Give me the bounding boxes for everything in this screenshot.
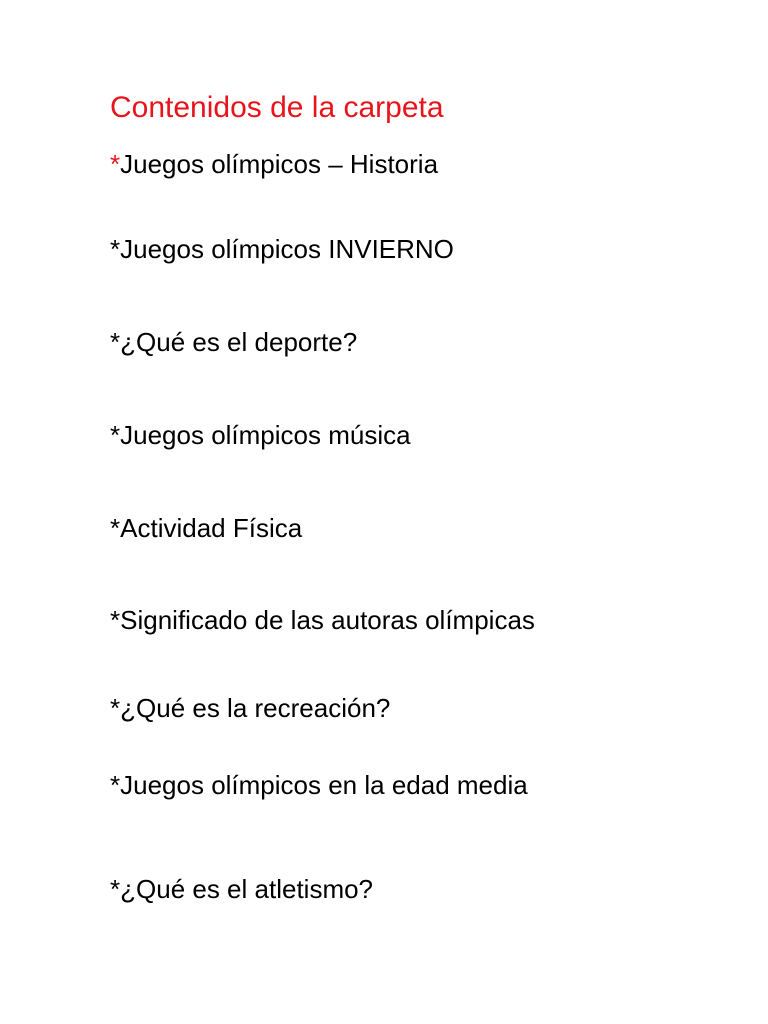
- list-item-text: Juegos olímpicos – Historia: [120, 149, 439, 179]
- document-title: Contenidos de la carpeta: [110, 91, 444, 124]
- list-item: [110, 690, 390, 726]
- list-bullet: *: [110, 420, 121, 450]
- list-bullet: *: [110, 513, 121, 543]
- list-item: [110, 767, 528, 803]
- list-item: [110, 417, 411, 453]
- list-item: [110, 324, 357, 360]
- list-item: [110, 231, 454, 267]
- list-item-text: ¿Qué es el deporte?: [120, 327, 358, 357]
- list-item-text: ¿Qué es la recreación?: [120, 693, 391, 723]
- list-item-text: Juegos olímpicos INVIERNO: [120, 234, 454, 264]
- list-item: [110, 146, 438, 182]
- list-bullet: *: [110, 234, 121, 264]
- list-bullet: *: [110, 770, 121, 800]
- list-item-text: ¿Qué es el atletismo?: [120, 874, 374, 904]
- list-bullet: *: [110, 693, 121, 723]
- list-item: [110, 602, 535, 638]
- list-item: [110, 871, 373, 907]
- list-item-text: Juegos olímpicos en la edad media: [120, 770, 528, 800]
- list-item-text: Significado de las autoras olímpicas: [120, 605, 535, 635]
- list-bullet: *: [110, 149, 121, 179]
- list-item: [110, 510, 302, 546]
- list-bullet: *: [110, 327, 121, 357]
- list-bullet: *: [110, 605, 121, 635]
- list-item-text: Actividad Física: [120, 513, 303, 543]
- list-item-text: Juegos olímpicos música: [120, 420, 411, 450]
- list-bullet: *: [110, 874, 121, 904]
